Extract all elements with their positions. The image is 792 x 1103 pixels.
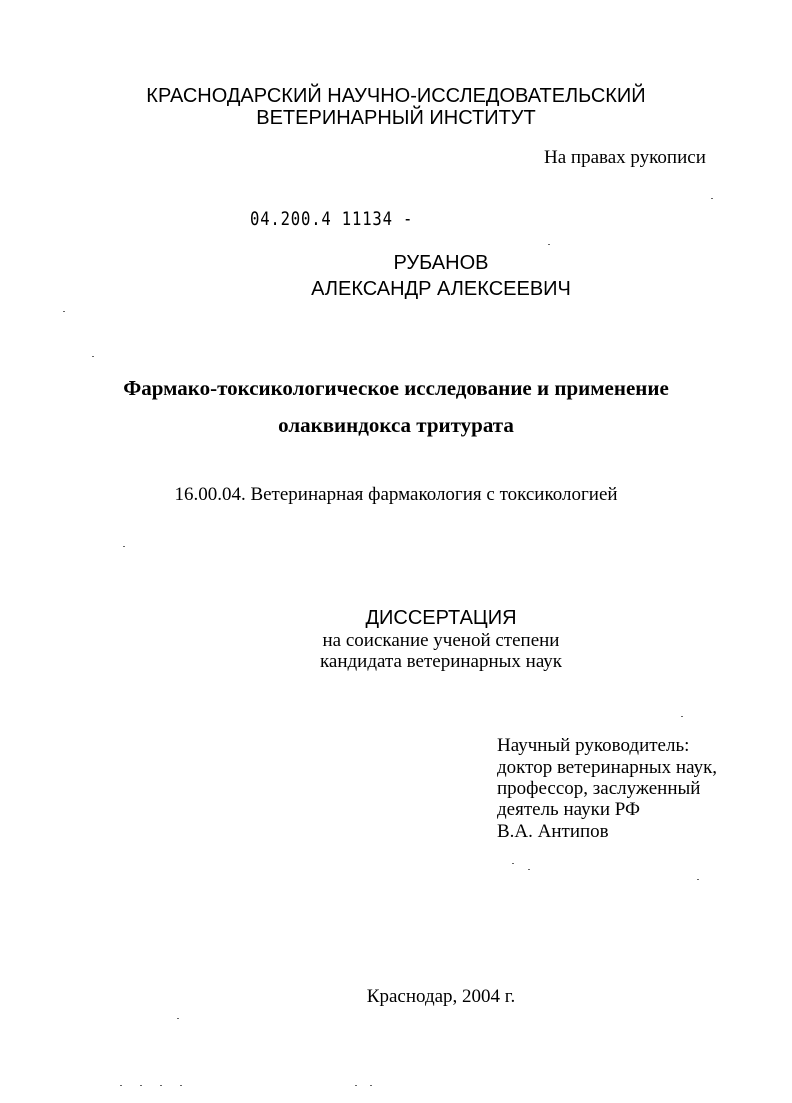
scan-speck (120, 1085, 122, 1086)
scan-speck (177, 1018, 179, 1019)
dissertation-title-line-2: олаквиндокса тритурата (278, 413, 514, 437)
author-given-names: АЛЕКСАНДР АЛЕКСЕЕВИЧ (311, 278, 571, 300)
institution-line-2: ВЕТЕРИНАРНЫЙ ИНСТИТУТ (256, 107, 536, 129)
dissertation-title-line-1: Фармако-токсикологическое исследование и применение (123, 376, 669, 400)
rights-notice: На правах рукописи (544, 147, 706, 168)
institution-line-1: КРАСНОДАРСКИЙ НАУЧНО-ИССЛЕДОВАТЕЛЬСКИЙ (146, 85, 646, 107)
scan-speck (92, 356, 94, 357)
degree-line-2: кандидата ветеринарных наук (319, 651, 563, 672)
supervisor-rank: профессор, заслуженный (497, 778, 701, 799)
specialty-code: 16.00.04. Ветеринарная фармакология с токсикологией (174, 484, 618, 505)
scan-speck (548, 244, 550, 245)
scan-speck (370, 1085, 372, 1086)
scan-speck (180, 1085, 182, 1086)
scan-speck (123, 546, 125, 547)
dissertation-heading: ДИССЕРТАЦИЯ (365, 607, 517, 629)
scan-speck (63, 311, 65, 312)
supervisor-name: В.А. Антипов (497, 821, 609, 842)
scan-speck (711, 198, 713, 199)
scan-speck (140, 1085, 142, 1086)
registration-number: 04.200.4 11134 - (250, 208, 414, 230)
degree-line-1: на соискание ученой степени (322, 630, 560, 651)
author-surname: РУБАНОВ (393, 252, 489, 274)
scan-speck (681, 716, 683, 717)
scan-speck (528, 869, 530, 870)
supervisor-role: Научный руководитель: (497, 735, 690, 756)
supervisor-degree: доктор ветеринарных наук, (497, 757, 718, 778)
scan-speck (697, 879, 699, 880)
place-and-year: Краснодар, 2004 г. (366, 986, 516, 1007)
scan-speck (512, 863, 514, 864)
scan-speck (160, 1085, 162, 1086)
scan-speck (355, 1085, 357, 1086)
supervisor-honor: деятель науки РФ (497, 799, 641, 820)
